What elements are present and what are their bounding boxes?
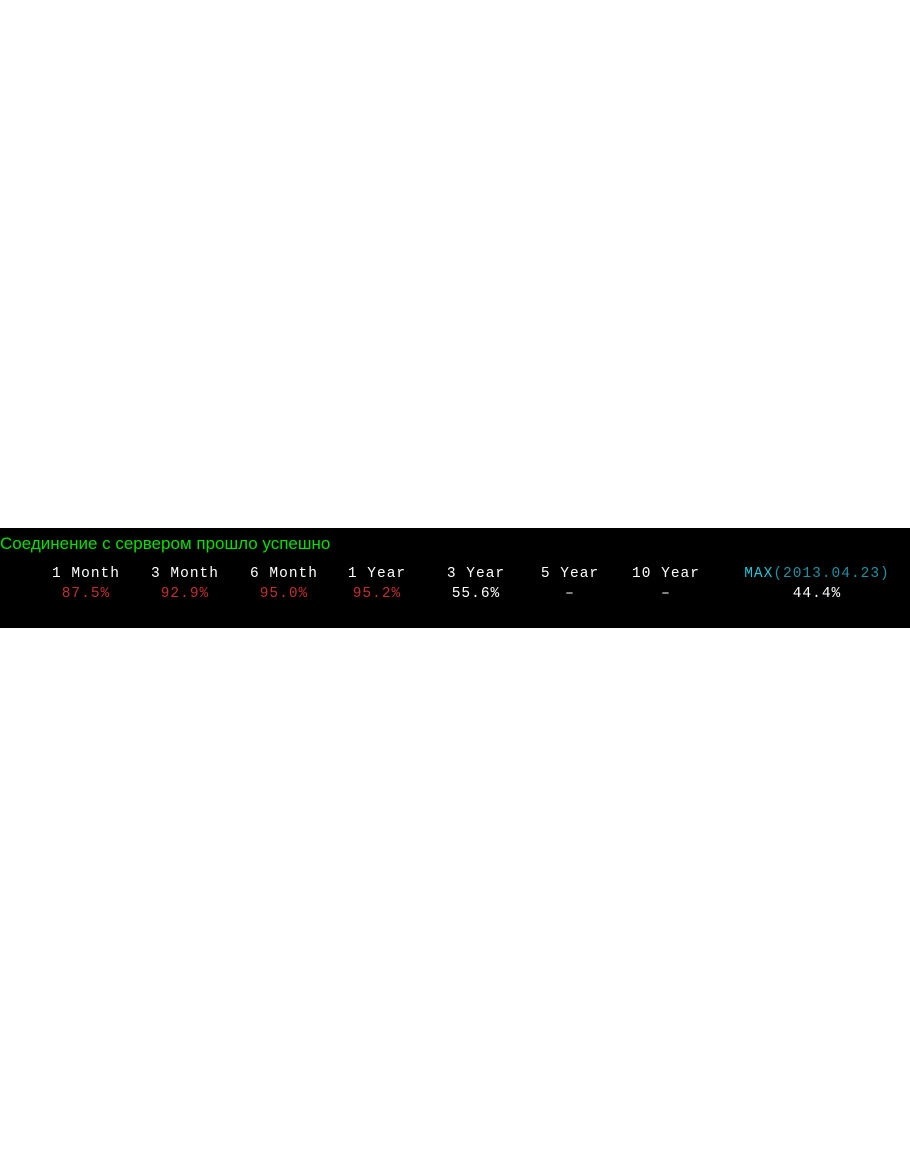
period-label: 1 Year	[347, 566, 407, 582]
performance-period-row	[0, 564, 910, 622]
period-column-6-month[interactable]	[238, 564, 330, 604]
period-label-max	[737, 564, 897, 584]
period-column-3-year[interactable]	[436, 564, 516, 604]
period-label: 3 Year	[446, 566, 506, 582]
period-value: 44.4%	[792, 586, 842, 602]
period-value: 92.9%	[160, 586, 210, 602]
server-status-panel	[0, 528, 910, 628]
max-label: MAX	[744, 566, 774, 582]
period-column-max[interactable]	[737, 564, 897, 604]
period-value: –	[661, 586, 671, 602]
max-date: (2013.04.23)	[773, 566, 890, 582]
period-column-10-year[interactable]	[622, 564, 710, 604]
period-value: –	[565, 586, 575, 602]
period-column-3-month[interactable]	[139, 564, 231, 604]
period-value: 95.2%	[352, 586, 402, 602]
period-column-1-year[interactable]	[337, 564, 417, 604]
period-label: 6 Month	[250, 566, 318, 582]
period-label: 10 Year	[632, 566, 700, 582]
period-column-1-month[interactable]	[40, 564, 132, 604]
period-label: 5 Year	[540, 566, 600, 582]
connection-status-message: Соединение с сервером прошло успешно	[0, 534, 331, 553]
period-value: 55.6%	[451, 586, 501, 602]
period-value: 87.5%	[61, 586, 111, 602]
period-value: 95.0%	[259, 586, 309, 602]
period-column-5-year[interactable]	[530, 564, 610, 604]
period-label: 1 Month	[52, 566, 120, 582]
period-label: 3 Month	[151, 566, 219, 582]
